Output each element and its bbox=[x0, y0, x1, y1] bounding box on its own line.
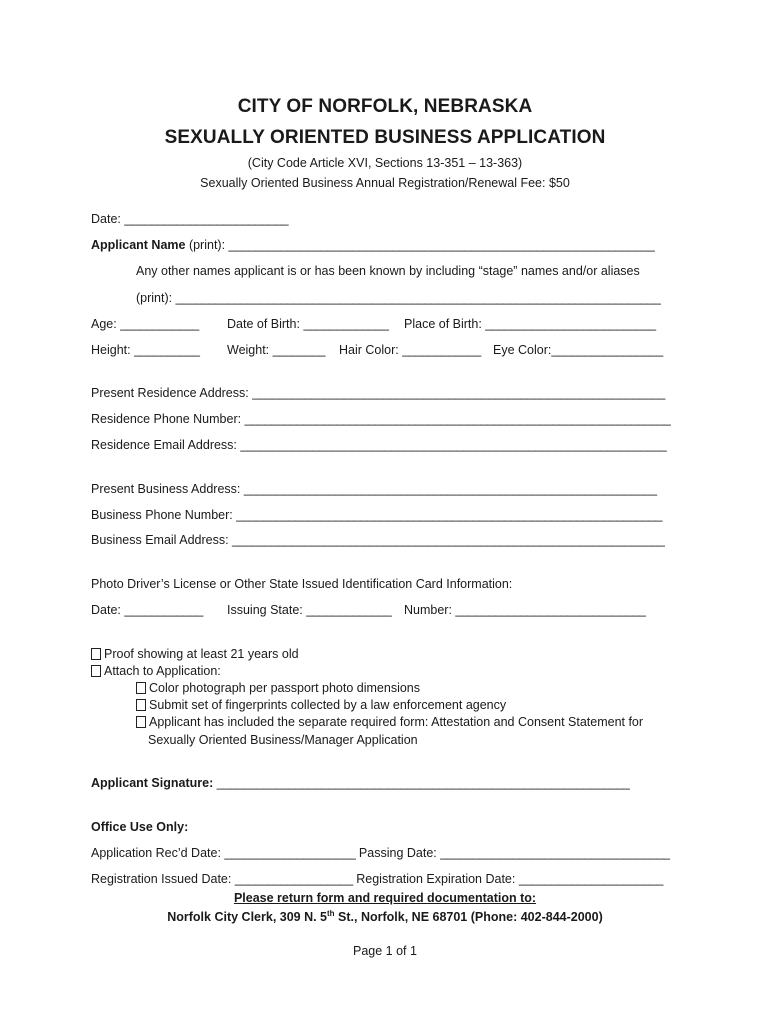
residence-address-label: Present Residence Address: bbox=[91, 386, 253, 400]
pob-label: Place of Birth: bbox=[404, 317, 486, 331]
id-state-group bbox=[227, 603, 391, 617]
hair-field[interactable]: ____________ bbox=[402, 343, 481, 357]
checklist-sub-attestation-cont: Sexually Oriented Business/Manager Application bbox=[148, 733, 418, 747]
aliases-print-label: (print): bbox=[136, 291, 176, 305]
title-application: SEXUALLY ORIENTED BUSINESS APPLICATION bbox=[164, 127, 606, 148]
height-label: Height: bbox=[91, 343, 135, 357]
office-use-heading: Office Use Only: bbox=[91, 820, 189, 834]
id-number-group bbox=[404, 603, 645, 617]
business-address-row bbox=[91, 482, 657, 496]
office-recd-row bbox=[91, 846, 670, 860]
subtitle-fee: Sexually Oriented Business Annual Registration/Renewal Fee: $50 bbox=[200, 176, 570, 190]
age-group bbox=[91, 317, 199, 331]
return-instruction: Please return form and required documentation to: bbox=[233, 891, 537, 905]
residence-phone-row bbox=[91, 412, 670, 426]
business-phone-row bbox=[91, 508, 662, 522]
applicant-name-print-label: (print): bbox=[185, 238, 229, 252]
residence-email-row bbox=[91, 438, 666, 452]
applicant-name-field[interactable]: _________________________________________________________________ bbox=[228, 238, 655, 252]
signature-row bbox=[91, 776, 629, 790]
dob-field[interactable]: _____________ bbox=[303, 317, 389, 331]
business-address-label: Present Business Address: bbox=[91, 482, 244, 496]
business-email-row bbox=[91, 533, 664, 547]
id-card-heading: Photo Driver’s License or Other State Issued Identification Card Information: bbox=[91, 577, 513, 591]
eye-field[interactable]: _________________ bbox=[551, 343, 663, 357]
date-row bbox=[91, 212, 288, 226]
page-number: Page 1 of 1 bbox=[353, 944, 417, 958]
expiration-date-field[interactable]: ______________________ bbox=[518, 872, 663, 886]
residence-address-field[interactable]: _______________________________________________________________ bbox=[252, 386, 665, 400]
dob-group bbox=[227, 317, 389, 331]
checklist-sub-fingerprints bbox=[136, 698, 506, 712]
business-address-field[interactable]: _______________________________________________________________ bbox=[243, 482, 657, 496]
applicant-name-row bbox=[91, 238, 654, 252]
eye-label: Eye Color: bbox=[493, 343, 552, 357]
hair-label: Hair Color: bbox=[339, 343, 403, 357]
business-phone-label: Business Phone Number: bbox=[91, 508, 237, 522]
business-phone-field[interactable]: _________________________________________________________________ bbox=[236, 508, 663, 522]
height-group bbox=[91, 343, 200, 357]
checklist-sub-photo bbox=[136, 681, 420, 695]
residence-phone-label: Residence Phone Number: bbox=[91, 412, 245, 426]
date-field[interactable]: _________________________ bbox=[124, 212, 289, 226]
age-label: Age: bbox=[91, 317, 121, 331]
residence-phone-field[interactable]: _________________________________________________________________ bbox=[244, 412, 671, 426]
age-field[interactable]: ____________ bbox=[120, 317, 199, 331]
date-label: Date: bbox=[91, 212, 125, 226]
checklist-item-age-proof bbox=[91, 647, 299, 661]
dob-label: Date of Birth: bbox=[227, 317, 304, 331]
clerk-address bbox=[0, 909, 770, 924]
checklist-item-attach bbox=[91, 664, 221, 678]
expiration-date-label: Registration Expiration Date: bbox=[352, 872, 519, 886]
checkbox-attestation[interactable] bbox=[136, 716, 146, 728]
office-issued-row bbox=[91, 872, 663, 886]
id-number-label: Number: bbox=[404, 603, 456, 617]
checklist-sub-fingerprints-label: Submit set of fingerprints collected by a law enforcement agency bbox=[149, 698, 507, 712]
aliases-text: Any other names applicant is or has been known by including “stage” names and/or aliases bbox=[136, 264, 640, 278]
business-email-field[interactable]: __________________________________________________________________ bbox=[232, 533, 665, 547]
aliases-field[interactable]: __________________________________________________________________________ bbox=[175, 291, 661, 305]
checklist-sub-photo-label: Color photograph per passport photo dimensions bbox=[149, 681, 421, 695]
checkbox-fingerprints[interactable] bbox=[136, 699, 146, 711]
checkbox-photo[interactable] bbox=[136, 682, 146, 694]
recd-date-field[interactable]: ____________________ bbox=[224, 846, 356, 860]
id-number-field[interactable]: _____________________________ bbox=[455, 603, 646, 617]
signature-field[interactable]: _______________________________________________________________ bbox=[216, 776, 630, 790]
pob-field[interactable]: __________________________ bbox=[485, 317, 656, 331]
weight-field[interactable]: ________ bbox=[272, 343, 326, 357]
id-date-group bbox=[91, 603, 203, 617]
title-city: CITY OF NORFOLK, NEBRASKA bbox=[237, 96, 533, 117]
issued-date-label: Registration Issued Date: bbox=[91, 872, 235, 886]
eye-group bbox=[493, 343, 663, 357]
recd-date-label: Application Rec’d Date: bbox=[91, 846, 225, 860]
checklist-sub-attestation-label: Applicant has included the separate required form: Attestation and Consent Statement for bbox=[149, 715, 644, 729]
weight-group bbox=[227, 343, 325, 357]
subtitle-city-code: (City Code Article XVI, Sections 13-351 – 13-363) bbox=[247, 156, 523, 170]
signature-label: Applicant Signature: bbox=[91, 776, 217, 790]
checkbox-attach[interactable] bbox=[91, 665, 101, 677]
issued-date-field[interactable]: __________________ bbox=[234, 872, 353, 886]
id-date-label: Date: bbox=[91, 603, 125, 617]
applicant-name-label: Applicant Name bbox=[91, 238, 186, 252]
id-state-label: Issuing State: bbox=[227, 603, 307, 617]
checklist-item-age-proof-label: Proof showing at least 21 years old bbox=[104, 647, 299, 661]
id-state-field[interactable]: _____________ bbox=[306, 603, 392, 617]
aliases-row bbox=[136, 291, 660, 305]
checkbox-age-proof[interactable] bbox=[91, 648, 101, 660]
clerk-address-part2: St., Norfolk, NE 68701 (Phone: 402-844-2000) bbox=[334, 910, 603, 925]
id-date-field[interactable]: ____________ bbox=[124, 603, 203, 617]
passing-date-field[interactable]: ___________________________________ bbox=[440, 846, 670, 860]
checklist-sub-attestation bbox=[136, 715, 643, 729]
residence-email-field[interactable]: _________________________________________________________________ bbox=[240, 438, 667, 452]
business-email-label: Business Email Address: bbox=[91, 533, 233, 547]
residence-email-label: Residence Email Address: bbox=[91, 438, 241, 452]
clerk-address-sup: th bbox=[327, 909, 335, 918]
hair-group bbox=[339, 343, 481, 357]
residence-address-row bbox=[91, 386, 665, 400]
weight-label: Weight: bbox=[227, 343, 273, 357]
pob-group bbox=[404, 317, 656, 331]
checklist-item-attach-label: Attach to Application: bbox=[104, 664, 221, 678]
passing-date-label: Passing Date: bbox=[355, 846, 441, 860]
height-field[interactable]: __________ bbox=[134, 343, 200, 357]
clerk-address-part1: Norfolk City Clerk, 309 N. 5 bbox=[167, 910, 328, 925]
